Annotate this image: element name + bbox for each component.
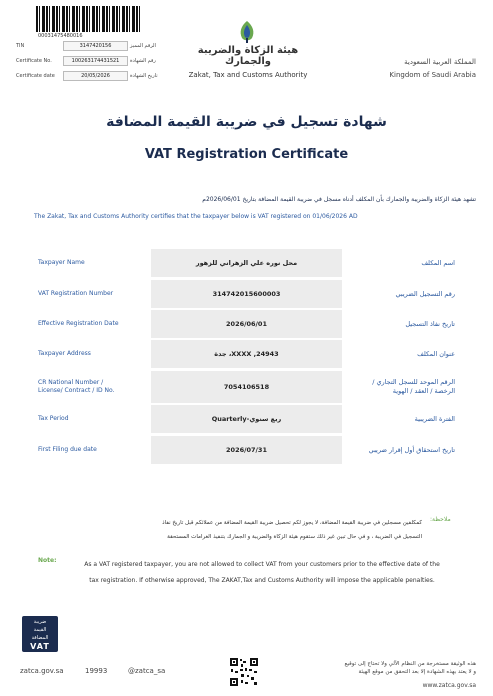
note-text-en [62, 557, 462, 589]
field-row-vat-number [0, 280, 493, 308]
meta-value: 100263174431521 [63, 56, 128, 66]
meta-label-ar: تاريخ الشهادة [130, 73, 158, 79]
qr-code-icon [230, 658, 258, 686]
field-value: 2026/06/01 [151, 310, 342, 338]
note-en-line: As a VAT registered taxpayer, you are not allowed to collect VAT from your customers prior to the effective date of the [84, 561, 440, 568]
footer-disclaimer-ar [290, 660, 476, 676]
field-label-ar: تاريخ نفاذ التسجيل [405, 320, 455, 328]
vat-logo-text: ضريبة [33, 619, 47, 625]
field-row-tax-period [0, 405, 493, 433]
field-label-ar: عنوان المكلف [417, 350, 455, 358]
certify-statement-en: The Zakat, Tax and Customs Authority certifies that the taxpayer below is VAT registered on 01/06/2026 AD [34, 213, 358, 220]
country-name-ar: المملكة العربية السعودية [404, 58, 476, 66]
field-row-effective-date [0, 310, 493, 338]
field-value: 2026/07/31 [151, 436, 342, 464]
field-row-cr-number [0, 371, 493, 403]
field-label-ar: تاريخ استحقاق أول إقرار ضريبي [368, 446, 455, 454]
vat-logo-text: VAT [30, 642, 50, 651]
meta-value: 20/05/2026 [63, 71, 128, 81]
footer-disclaimer-line: هذه الوثيقة مستخرجة من النظام الآلي ولا تحتاج إلى توقيع [344, 661, 476, 667]
authority-name-ar: هيئة الزكاة والضريبة والجمارك [197, 45, 299, 67]
meta-value: 3147420156 [63, 41, 128, 51]
vat-logo-text: القيمة [33, 627, 47, 633]
meta-row-certificate-date [16, 71, 176, 81]
field-label-en: Taxpayer Address [38, 350, 91, 357]
vat-logo-text: المضافة [31, 635, 49, 641]
field-label-en: CR National Number / License/ Contract / ID No. [38, 379, 115, 394]
note-ar-line: التسجيل في الضريبة ، و في حال تبين غير ذلك ستقوم هيئة الزكاة والضريبة و الجمارك بتنفيذ الغرامات المستحقة [167, 534, 422, 540]
field-label-en: Taxpayer Name [38, 259, 85, 266]
field-label-ar: الرقم الموحد للسجل التجاري / الرخصة / العقد / الهوية [372, 378, 455, 395]
footer-website-link[interactable]: zatca.gov.sa [20, 667, 64, 675]
meta-row-certificate-no [16, 56, 176, 66]
title-en: VAT Registration Certificate [144, 147, 349, 162]
note-ar-line: كمكلفين مسجلين في ضريبة القيمة المضافة، لا يجوز لكم تحصيل ضريبة القيمة المضافة من عملائكم قبل تاريخ نفاذ [162, 520, 422, 526]
field-label-en: VAT Registration Number [38, 290, 114, 297]
meta-label-en: Certificate date [16, 73, 55, 79]
footer-url-link[interactable]: www.zatca.gov.sa [422, 682, 476, 689]
barcode-number: 00031475480016 [38, 33, 83, 39]
field-row-taxpayer-name [0, 249, 493, 277]
footer-disclaimer-line: و لا يعتد بهذه الشهادة إلا بعد التحقق من موقع الهيئة [358, 669, 476, 675]
field-row-first-filing-date [0, 436, 493, 464]
field-label-ar: الفترة الضريبية [414, 415, 455, 423]
country-name-en: Kingdom of Saudi Arabia [389, 71, 476, 79]
meta-row-tin [16, 41, 176, 51]
field-label-en: Tax Period [38, 415, 69, 422]
certify-statement-ar: تشهد هيئة الزكاة والضريبة والجمارك بأن المكلف أدناه مسجل في ضريبة القيمة المضافة بتاريخ 2026/06/01م [202, 196, 476, 203]
note-label-ar: ملاحظة: [430, 516, 451, 523]
note-en-line: tax registration. If otherwise approved, The ZAKAT,Tax and Customs Authority will impose the applicable penalties. [89, 577, 435, 584]
field-row-taxpayer-address [0, 340, 493, 368]
vat-logo [22, 616, 58, 652]
field-label-ar: رقم التسجيل الضريبي [395, 290, 455, 298]
note-text-ar [52, 516, 422, 544]
field-value: 314742015600003 [151, 280, 342, 308]
field-label-en: Effective Registration Date [38, 320, 119, 327]
meta-label-ar: رقم الشهادة [130, 58, 156, 64]
meta-label-en: Certificate No. [16, 58, 52, 64]
footer-phone: 19993 [85, 667, 108, 675]
footer-social-handle[interactable]: @zatca_sa [128, 667, 166, 675]
field-label-en: First Filing due date [38, 446, 97, 453]
field-value: محل نوره علي الزهراني للزهور [151, 249, 342, 277]
field-value: XXXX ,24943، جدة [151, 340, 342, 368]
authority-name-en: Zakat, Tax and Customs Authority [188, 71, 308, 79]
meta-label-ar: الرقم المميز [130, 43, 156, 49]
meta-label-en: TIN [16, 43, 25, 49]
zatca-emblem-icon [236, 20, 258, 44]
note-label-en: Note: [38, 557, 57, 564]
field-label-ar: اسم المكلف [421, 259, 455, 267]
field-value: 7054106518 [151, 371, 342, 403]
title-ar: شهادة تسجيل في ضريبة القيمة المضافة [106, 114, 387, 130]
barcode [36, 6, 140, 32]
field-value: Quarterly-ربع سنوي [151, 405, 342, 433]
